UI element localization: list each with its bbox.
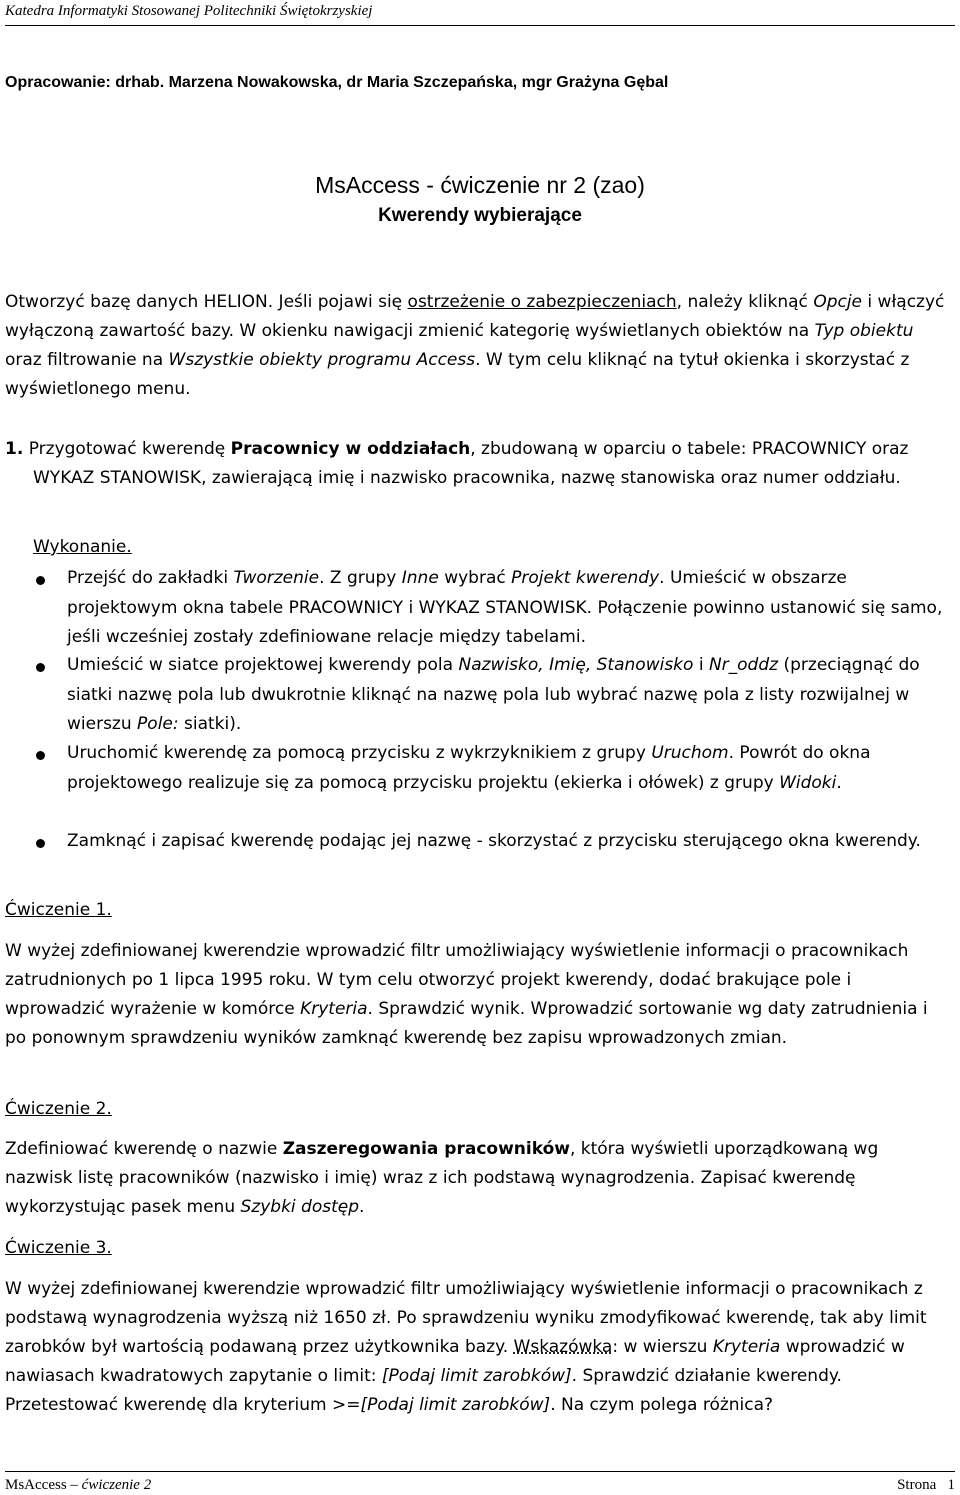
- task-number: 1.: [5, 439, 24, 459]
- intro-text: Otworzyć bazę danych HELION. Jeśli pojawi się: [5, 292, 408, 312]
- bullet-text: Przejść do zakładki: [67, 568, 234, 588]
- group-term: Widoki: [779, 772, 837, 793]
- authors-line: Opracowanie: drhab. Marzena Nowakowska, dr Maria Szczepańska, mgr Grażyna Gębal: [5, 74, 669, 91]
- exercise-text: , która wyświetli uporządkowaną wg nazwisk listę pracowników (nazwisko i imię) wraz z ich podstawą wynagrodzenia. Zapisać kwerendę wykorzystując pasek menu: [5, 1139, 879, 1217]
- bullet-4: [67, 827, 950, 857]
- bullet-text: . Umieścić w obszarze projektowym okna tabele PRACOWNICY i WYKAZ STANOWISK. Połączenie powinno ustanowić się samo, jeśli wcześniej zostały zdefiniowane relacje między tabelami.: [67, 568, 943, 647]
- exercise-1-label: Ćwiczenie 1.: [5, 900, 112, 920]
- exercise-2-label: Ćwiczenie 2.: [5, 1099, 112, 1119]
- bullet-text: i: [693, 655, 709, 675]
- quick-access-term: Szybki dostęp: [240, 1197, 360, 1217]
- intro-text: . W tym celu kliknąć na tytuł okienka i skorzystać z wyświetlonego menu.: [5, 350, 910, 399]
- row-term: Pole:: [137, 714, 179, 734]
- exercise-text: . Sprawdzić wynik. Wprowadzić sortowanie wg daty zatrudnienia i po ponownym sprawdzeniu wyników zamknąć kwerendę bez zapisu wprowadzonych zmian.: [5, 999, 928, 1048]
- bullet-text: Zamknąć i zapisać kwerendę podając jej nazwę - skorzystać z przycisku sterującego okna kwerendy.: [67, 831, 921, 851]
- bullet-text: (przeciągnąć do siatki nazwę pola lub dwukrotnie kliknąć na nazwę pola lub wybrać nazwę pola z listy rozwijalnej w wierszu: [67, 655, 920, 734]
- all-objects-term: Wszystkie obiekty programu Access: [168, 350, 476, 370]
- task-text: Przygotować kwerendę: [23, 439, 231, 459]
- field-term: Nr_oddz: [708, 655, 779, 675]
- intro-text: , należy kliknąć: [676, 292, 814, 312]
- exercise-text: W wyżej zdefiniowanej kwerendzie wprowadzić filtr umożliwiający wyświetlenie informacji o pracownikach z podstawą wynagrodzenia wyższą niż 1650 zł. Po sprawdzeniu wyniku zmodyfikować kwerendę, tak aby limit zarobków był wartością podawaną przez użytkownika bazy.: [5, 1279, 927, 1357]
- bullet-text: Uruchomić kwerendę za pomocą przycisku z wykrzyknikiem z grupy: [67, 743, 652, 763]
- bullet-text: . Z grupy: [319, 568, 402, 588]
- bullet-text: siatki).: [178, 714, 242, 734]
- parameter-prompt: [Podaj limit zarobków]: [381, 1366, 572, 1386]
- criteria-term: Kryteria: [712, 1337, 781, 1357]
- exercise-3-label: Ćwiczenie 3.: [5, 1238, 112, 1258]
- page-header: Katedra Informatyki Stosowanej Politechniki Świętokrzyskiej: [5, 3, 955, 26]
- page-number: Strona 1: [897, 1477, 955, 1493]
- bullet-icon: [36, 576, 45, 585]
- bullet-text: .: [836, 772, 842, 793]
- design-term: Projekt kwerendy: [511, 568, 660, 588]
- bullet-icon: [36, 751, 45, 760]
- bullet-icon: [36, 839, 45, 848]
- object-type-term: Typ obiektu: [814, 321, 914, 341]
- task-1: [5, 435, 950, 493]
- intro-paragraph: [5, 288, 950, 404]
- exercise-text: Zdefiniować kwerendę o nazwie: [5, 1139, 283, 1159]
- task-text: , zbudowaną w oparciu o tabele: PRACOWNICY oraz WYKAZ STANOWISK, zawierającą imię i nazwisko pracownika, nazwę stanowiska oraz numer oddziału.: [33, 439, 909, 488]
- parameter-prompt: [Podaj limit zarobków]: [360, 1395, 551, 1415]
- operator-text: >=: [331, 1395, 361, 1415]
- bullet-3: [67, 739, 950, 798]
- bullet-icon: [36, 663, 45, 672]
- bullet-text: . Powrót do okna projektowego realizuje się za pomocą przycisku projektu (ekierka i ołówek) z grupy: [67, 743, 871, 793]
- criteria-term: Kryteria: [300, 999, 368, 1019]
- bullet-text: wybrać: [438, 568, 512, 588]
- footer-exercise: ćwiczenie 2: [81, 1477, 152, 1493]
- exercise-1-text: [5, 937, 950, 1053]
- exercise-2-text: [5, 1135, 950, 1222]
- query-name: Zaszeregowania pracowników: [282, 1139, 570, 1159]
- exercise-text: . Sprawdzić działanie kwerendy. Przetestować kwerendę dla kryterium: [5, 1366, 842, 1415]
- wykonanie-text: Wykonanie.: [33, 537, 132, 557]
- page-footer: [5, 1471, 955, 1494]
- options-term: Opcje: [813, 292, 863, 312]
- query-name: Pracownicy w oddziałach: [230, 439, 471, 459]
- tab-term: Tworzenie: [233, 568, 320, 588]
- exercise-text: . Na czym polega różnica?: [550, 1395, 774, 1415]
- intro-text: i włączyć wyłączoną zawartość bazy. W okienku nawigacji zmienić kategorię wyświetlanych obiektów na: [5, 292, 945, 341]
- hint-label: Wskazówka: [513, 1337, 613, 1357]
- exercise-text: wprowadzić w nawiasach kwadratowych zapytanie o limit:: [5, 1337, 905, 1386]
- exercise-3-text: [5, 1275, 950, 1420]
- group-term: Inne: [401, 568, 439, 588]
- group-term: Uruchom: [651, 743, 729, 763]
- exercise-text: W wyżej zdefiniowanej kwerendzie wprowadzić filtr umożliwiający wyświetlenie informacji o pracownikach zatrudnionych po 1 lipca 1995 roku. W tym celu otworzyć projekt kwerendy, dodać brakujące pole i wprowadzić wyrażenie w komórce: [5, 941, 909, 1019]
- exercise-text: .: [359, 1197, 365, 1217]
- security-warning-link: ostrzeżenie o zabezpieczeniach: [407, 292, 677, 312]
- bullet-1: [67, 564, 950, 653]
- fields-term: Nazwisko, Imię, Stanowisko: [458, 655, 694, 675]
- bullet-text: Umieścić w siatce projektowej kwerendy pola: [67, 655, 459, 675]
- document-title: MsAccess - ćwiczenie nr 2 (zao): [315, 172, 645, 198]
- wykonanie-label: [33, 533, 950, 562]
- bullet-2: [67, 651, 950, 740]
- exercise-text: : w wierszu: [612, 1337, 713, 1357]
- document-subtitle: Kwerendy wybierające: [378, 205, 582, 226]
- footer-app-name: MsAccess –: [5, 1477, 82, 1493]
- intro-text: oraz filtrowanie na: [5, 350, 169, 370]
